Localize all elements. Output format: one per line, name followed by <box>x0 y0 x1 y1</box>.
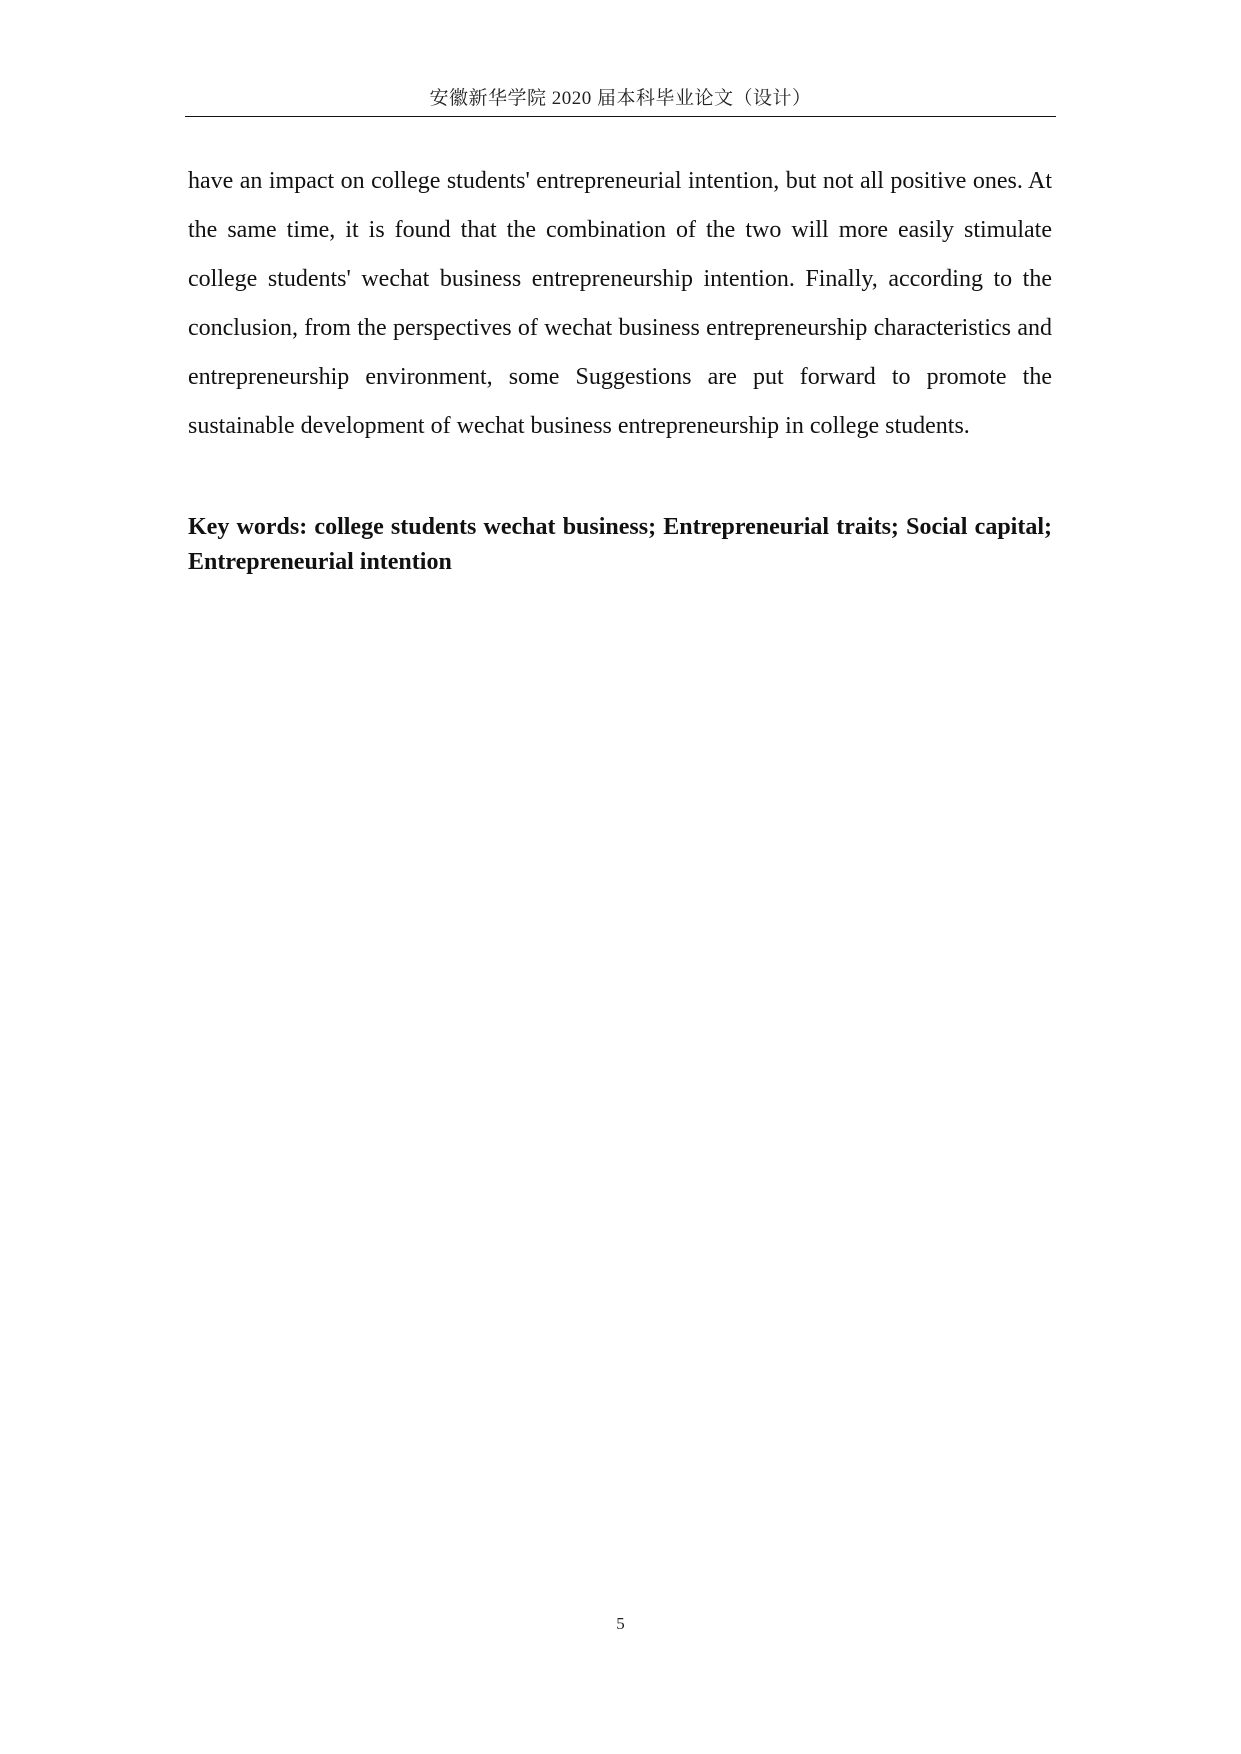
abstract-paragraph: have an impact on college students' entrepreneurial intention, but not all positive ones. At the same time, it is found that the combination of the two will more easily stimulate college students' wechat business entrepreneurship intention. Finally, according to the conclusion, from the perspectives of wechat business entrepreneurship characteristics and entrepreneurship environment, some Suggestions are put forward to promote the sustainable development of wechat business entrepreneurship in college students. <box>188 168 1052 439</box>
keywords-text: college students wechat business; Entrepreneurial traits; Social capital; Entrepreneurial intention <box>188 514 1052 575</box>
page-number: 5 <box>616 1614 625 1633</box>
keywords-line <box>188 510 1052 580</box>
keywords-label: Key words: <box>188 514 308 540</box>
running-header: 安徽新华学院 2020 届本科毕业论文（设计） <box>429 88 812 109</box>
header-rule <box>185 116 1056 117</box>
